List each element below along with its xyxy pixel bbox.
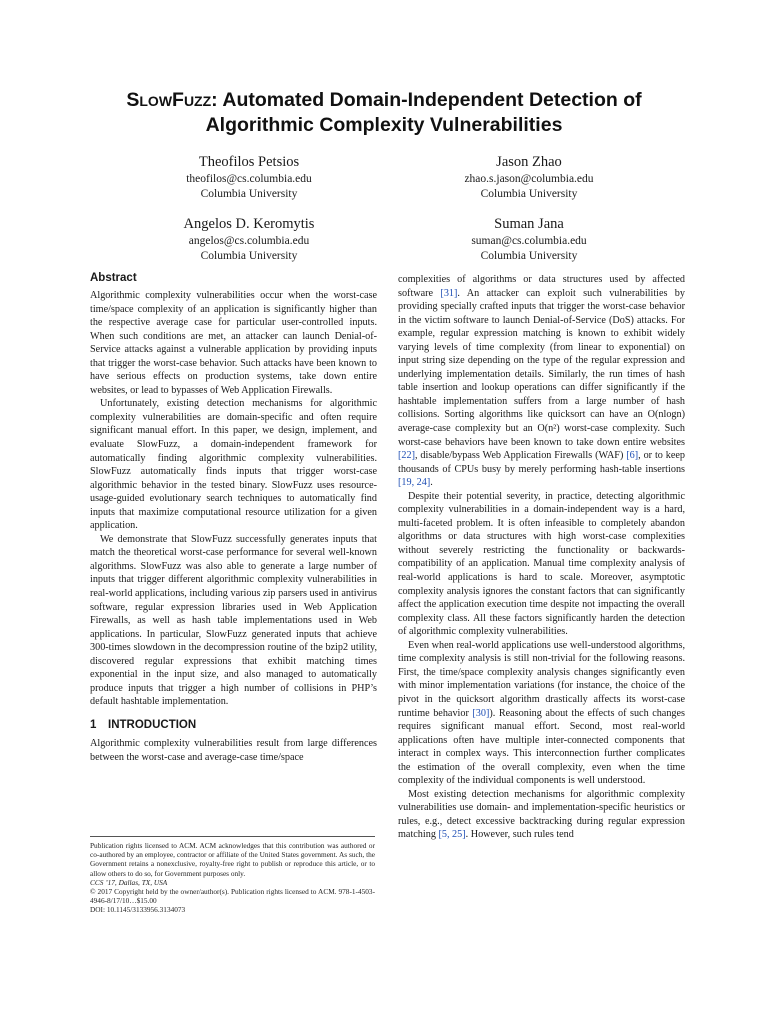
citation-link[interactable]: [5, 25] [438, 829, 466, 841]
title-part1: : Automated Domain-Independent Detection of [211, 89, 642, 111]
author-name: Angelos D. Keromytis [183, 216, 315, 232]
citation-link[interactable]: [31] [440, 287, 458, 299]
intro-paragraph: Despite their potential severity, in practice, detecting algorithmic complexity vulnerabilities in a domain-independent way is a hard, multi-faceted problem. It is often infeasible to completely abandon algorithms or data structures with high worst-case complexities without severely restricting the functionality or backwards-compatibility of an application. Manual time complexity analysis of real-world applications is hard to scale. Moreover, asymptotic complexity analysis ignores the constant factors that can significantly affect the application execution time despite not impacting the overall complexity class. All these factors significantly harden the detection of algorithmic complexity vulnerabilities. [398, 490, 685, 638]
section-heading-introduction [90, 717, 377, 734]
footnote-conference: CCS ’17, Dallas, TX, USA [90, 877, 168, 887]
author-block [99, 153, 399, 201]
author-block [379, 153, 679, 201]
author-affiliation: Columbia University [480, 187, 578, 200]
intro-paragraph: complexities of algorithms or data structures used by affected software [31]. An attacker can exploit such vulnerabilities by providing specially crafted inputs that trigger the worst-case behavior in the victim software to launch Denial-of-Service (DoS) attacks. For example, regular expression matching is known to exhibit widely varying levels of time complexity (from linear to exponential) on input string size depending on the type of the regular expression and underlying implementation details. Similarly, the run times of hash table insertion and lookup operations can differ significantly if the hashtable implementation suffers from a large number of hash collisions. Sorting algorithms like quicksort can have an O(nlogn) average-case complexity but an O(n²) worst-case complexity. Such worst-case behaviors have been known to take down entire websites [22], disable/bypass Web Application Firewalls (WAF) [6], or to keep thousands of CPUs busy by merely performing hash-table insertions [19, 24]. [398, 274, 686, 489]
right-column [398, 273, 685, 842]
footnote-copyright: © 2017 Copyright held by the owner/author(s). Publication rights licensed to ACM. 978-1-4503-4946-8/17/10…$15.00 [90, 887, 375, 906]
author-affiliation: Columbia University [200, 249, 298, 262]
footnote-rights: Publication rights licensed to ACM. ACM acknowledges that this contribution was authored or co-authored by an employee, contractor or affiliate of the United States government. As such, the Government retains a nonexclusive, royalty-free right to publish or reproduce this article, or to allow others to do so, for Government purposes only. [90, 841, 375, 878]
copyright-footnote [90, 836, 375, 915]
citation-link[interactable]: [30] [472, 707, 490, 719]
author-email: theofilos@cs.columbia.edu [186, 173, 312, 185]
author-email: suman@cs.columbia.edu [471, 235, 587, 247]
abstract-paragraph: We demonstrate that SlowFuzz successfully generates inputs that match the theoretical worst-case performance for several well-known algorithms. SlowFuzz was also able to generate a large number of inputs that trigger different algorithmic complexity vulnerabilities in real-world applications, including various zip parsers used in antivirus software, regular expression libraries used in Web Application Firewalls, as well as hash table implementations used in Web applications. In particular, SlowFuzz generated inputs that achieve 300-times slowdown in the decompression routine of the bzip2 utility, discovered regular expressions that exhibit matching times exponential in the input size, and also managed to automatically produce inputs that trigger a high number of collisions in PHP’s default hashtable implementation. [90, 533, 377, 708]
left-column [90, 270, 377, 764]
intro-paragraph: Algorithmic complexity vulnerabilities result from large differences between the worst-case and average-case time/space [90, 737, 377, 763]
abstract-heading: Abstract [90, 272, 137, 284]
author-block [379, 215, 679, 263]
citation-link[interactable]: [19, 24] [398, 477, 431, 489]
author-email: angelos@cs.columbia.edu [188, 235, 310, 247]
math-expression: O(nlogn) [647, 409, 685, 421]
math-expression: O(n²) [537, 423, 560, 435]
abstract-paragraph: Unfortunately, existing detection mechanisms for algorithmic complexity vulnerabilities are domain-specific and often require significant manual effort. In this paper, we design, implement, and evaluate SlowFuzz, a domain-independent framework for automatically finding algorithmic complexity vulnerabilities. SlowFuzz automatically finds inputs that trigger worst-case algorithmic behavior in the tested binary. SlowFuzz uses resource-usage-guided evolutionary search techniques to automatically find inputs that maximize computational resource utilization for a given application. [90, 398, 377, 532]
author-name: Theofilos Petsios [198, 154, 300, 170]
section-number: 1 [90, 718, 97, 731]
footnote-doi: DOI: 10.1145/3133956.3134073 [90, 905, 186, 915]
paper-title [60, 88, 708, 138]
author-affiliation: Columbia University [200, 187, 298, 200]
author-email: zhao.s.jason@columbia.edu [464, 173, 594, 185]
section-title: INTRODUCTION [108, 718, 197, 731]
citation-link[interactable]: [6] [626, 450, 639, 462]
abstract-paragraph: Algorithmic complexity vulnerabilities occur when the worst-case time/space complexity of an application is significantly higher than the respective average case for particular user-controlled inputs. When such conditions are met, an attacker can launch Denial-of-Service attacks against a vulnerable application by providing inputs that trigger the worst-case behavior. Such attacks have been known to have serious effects on production systems, take down entire websites, or lead to bypasses of Web Application Firewalls. [90, 290, 377, 396]
title-part2: Algorithmic Complexity Vulnerabilities [205, 114, 563, 136]
author-name: Suman Jana [494, 216, 564, 232]
author-block [99, 215, 399, 263]
author-name: Jason Zhao [496, 154, 562, 170]
author-affiliation: Columbia University [480, 249, 578, 262]
intro-paragraph: Most existing detection mechanisms for algorithmic complexity vulnerabilities use domain- and implementation-specific heuristics or rules, e.g., detect excessive backtracking during regular expression matching [5, 25]. However, such rules tend [398, 788, 685, 841]
title-system-name: SlowFuzz [126, 89, 212, 111]
intro-paragraph: Even when real-world applications use well-understood algorithms, time complexity analysis is still non-trivial for the following reasons. First, the time/space complexity analysis changes significantly even with minor implementation variations (for instance, the choice of the pivot in the quicksort algorithm drastically affects its worst-case runtime behavior [30]). Reasoning about the effects of such changes requires significant manual effort. Second, most real-world applications often have multiple inter-connected components that interact in complex ways. This interconnection further complicates the estimation of the overall complexity, even when the time complexity of the individual components is well understood. [398, 639, 686, 787]
citation-link[interactable]: [22] [398, 450, 415, 462]
